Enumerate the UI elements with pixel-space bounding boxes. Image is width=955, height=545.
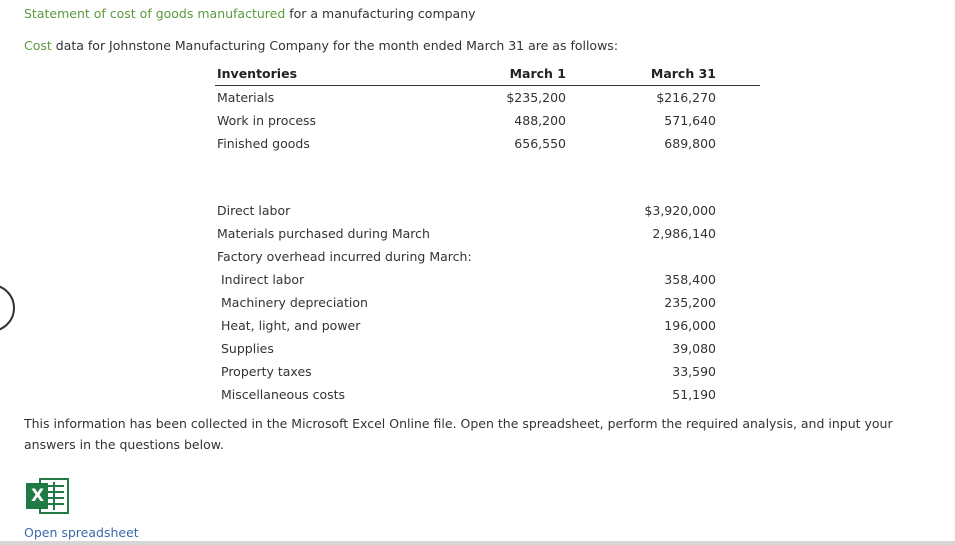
intro-text — [24, 38, 618, 53]
inv-row-march1: 656,550 — [514, 136, 566, 151]
overhead-item-label: Supplies — [221, 341, 274, 356]
side-handle-icon[interactable] — [0, 284, 15, 332]
inv-row-label: Materials — [217, 90, 275, 105]
direct-labor-value: $3,920,000 — [644, 203, 716, 218]
direct-labor-label: Direct labor — [217, 203, 291, 218]
inv-row-march1: $235,200 — [506, 90, 566, 105]
overhead-item-label: Machinery depreciation — [221, 295, 368, 310]
inv-row-march1: 488,200 — [514, 113, 566, 128]
title-rest: for a manufacturing company — [285, 6, 476, 21]
overhead-item-label: Indirect labor — [221, 272, 305, 287]
overhead-item-value: 39,080 — [672, 341, 716, 356]
overhead-item-value: 196,000 — [664, 318, 716, 333]
overhead-item-value: 33,590 — [672, 364, 716, 379]
cost-link[interactable]: Cost — [24, 38, 52, 53]
bottom-divider — [0, 541, 955, 545]
title-link[interactable]: Statement of cost of goods manufactured — [24, 6, 286, 21]
march31-header: March 31 — [650, 66, 716, 81]
overhead-item-label: Miscellaneous costs — [221, 387, 346, 402]
excel-icon[interactable] — [24, 477, 70, 515]
march1-header: March 1 — [509, 66, 566, 81]
overhead-heading: Factory overhead incurred during March: — [217, 249, 472, 264]
inv-row-march31: 689,800 — [664, 136, 716, 151]
inventories-header: Inventories — [217, 66, 298, 81]
header-rule — [215, 85, 760, 86]
inv-row-march31: $216,270 — [656, 90, 716, 105]
inv-row-march31: 571,640 — [664, 113, 716, 128]
materials-purchased-value: 2,986,140 — [652, 226, 716, 241]
inv-row-label: Finished goods — [217, 136, 310, 151]
overhead-item-label: Heat, light, and power — [221, 318, 361, 333]
intro-rest: data for Johnstone Manufacturing Company for the month ended March 31 are as follows: — [51, 38, 619, 53]
page-title — [24, 6, 476, 21]
excel-icon-letter: X — [31, 486, 45, 506]
materials-purchased-label: Materials purchased during March — [217, 226, 430, 241]
overhead-item-value: 51,190 — [672, 387, 716, 402]
overhead-item-label: Property taxes — [221, 364, 312, 379]
open-spreadsheet-link[interactable]: Open spreadsheet — [24, 525, 139, 540]
overhead-item-value: 358,400 — [664, 272, 716, 287]
inv-row-label: Work in process — [217, 113, 317, 128]
info-paragraph: This information has been collected in the Microsoft Excel Online file. Open the spreadsheet, perform the required analysis, and input your answers in the questions below. — [24, 416, 893, 452]
overhead-item-value: 235,200 — [664, 295, 716, 310]
